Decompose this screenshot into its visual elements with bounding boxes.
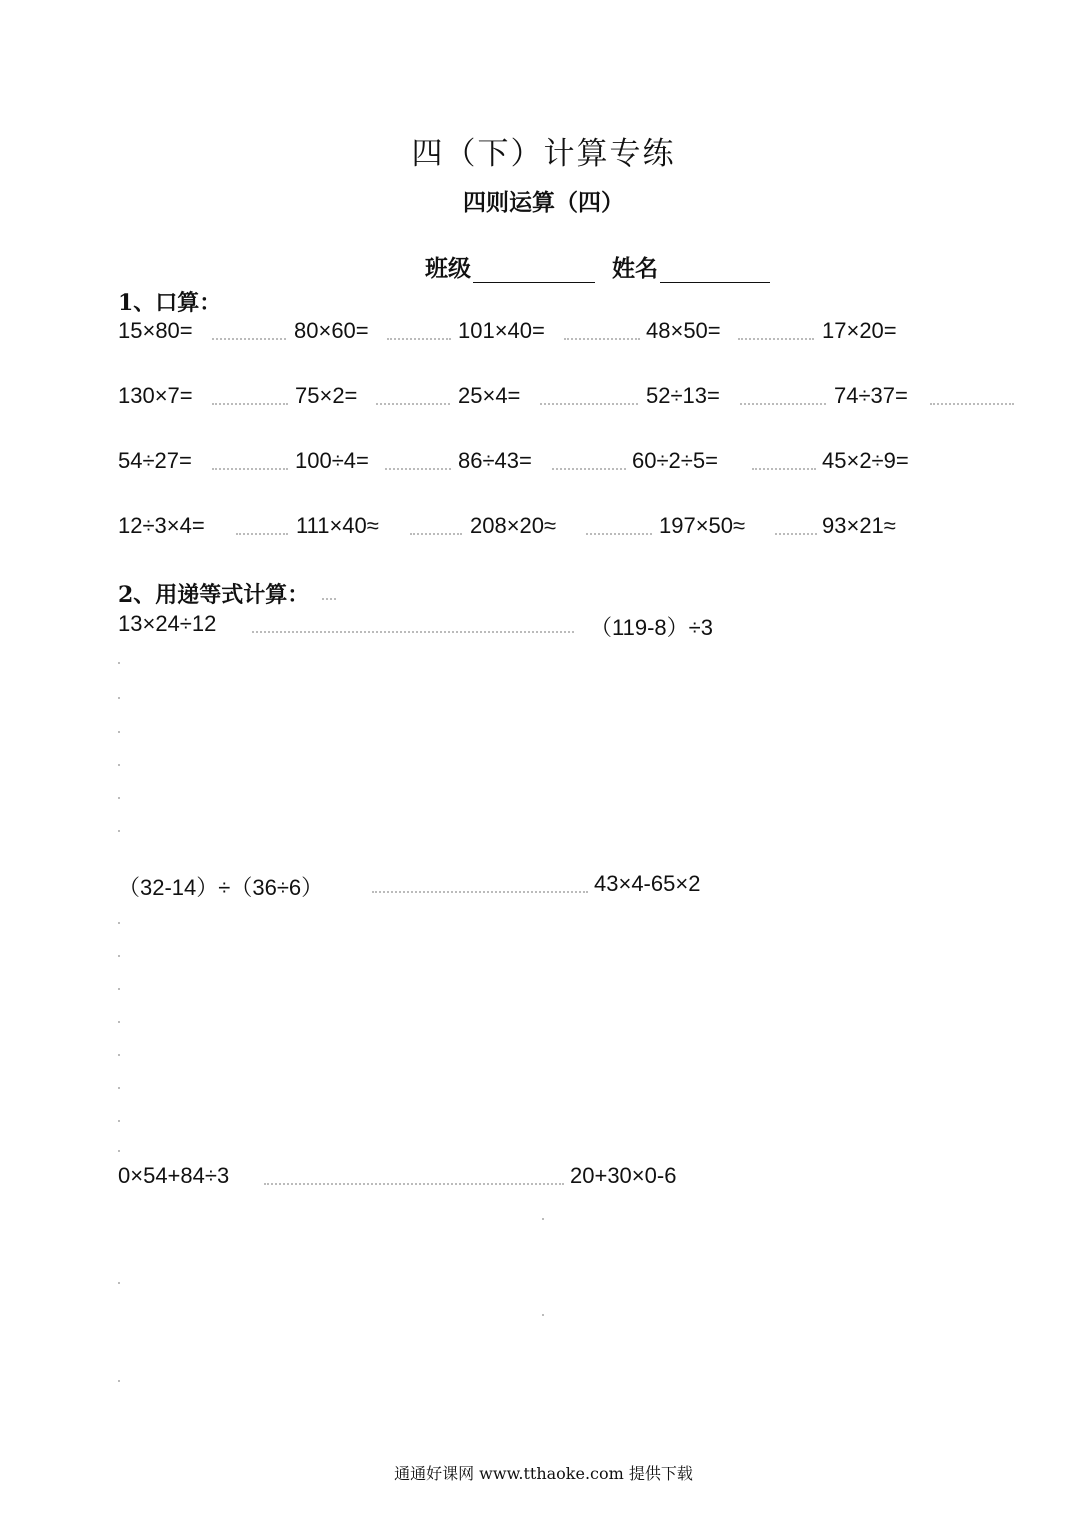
margin-dot: [118, 1380, 120, 1382]
margin-dot: [118, 1150, 120, 1152]
calc-problem: （119-8）÷3: [590, 615, 713, 640]
oral-item: 54÷27=: [118, 448, 192, 473]
margin-dot: [118, 955, 120, 957]
oral-item: 130×7=: [118, 383, 193, 408]
page-title: 四（下）计算专练: [411, 136, 676, 172]
margin-dot: [118, 764, 120, 766]
oral-item: 197×50≈: [659, 513, 746, 538]
class-blank: [473, 256, 595, 283]
footer-text: 通通好课网 www.tthaoke.com 提供下载: [394, 1464, 693, 1483]
oral-item: 45×2÷9=: [822, 448, 909, 473]
calc-problem: 20+30×0-6: [570, 1163, 677, 1188]
calc-problem: （32-14）÷（36÷6）: [118, 875, 324, 900]
leader-dots: [212, 338, 286, 340]
margin-dot: [118, 988, 120, 990]
margin-dot: [118, 731, 120, 733]
leader-dots: [752, 468, 816, 470]
leader-dots: [236, 533, 288, 535]
class-label: 班级: [425, 255, 471, 282]
oral-item: 74÷37=: [834, 383, 908, 408]
section1-heading: 1、口算：: [118, 290, 222, 316]
leader-dots: [385, 468, 451, 470]
leader-dots: [212, 468, 288, 470]
name-label: 姓名: [612, 255, 658, 282]
leader-dots: [376, 403, 450, 405]
calc-problem: 13×24÷12: [118, 611, 217, 636]
oral-item: 86÷43=: [458, 448, 532, 473]
oral-item: 111×40≈: [296, 513, 379, 538]
oral-item: 15×80=: [118, 318, 193, 343]
oral-item: 17×20=: [822, 318, 897, 343]
margin-dot: [118, 1282, 120, 1284]
leader-dots: [410, 533, 462, 535]
leader-dots: [322, 598, 336, 600]
leader-dots: [387, 338, 451, 340]
margin-dot: [118, 1120, 120, 1122]
margin-dot: [118, 697, 120, 699]
oral-item: 12÷3×4=: [118, 513, 205, 538]
leader-dots: [212, 403, 288, 405]
leader-dots: [775, 533, 817, 535]
oral-item: 101×40=: [458, 318, 545, 343]
page-subtitle: 四则运算（四）: [463, 189, 624, 216]
leader-dots: [930, 403, 1014, 405]
margin-dot: [118, 1021, 120, 1023]
leader-dots: [738, 338, 814, 340]
margin-dot: [118, 797, 120, 799]
leader-dots: [264, 1183, 564, 1185]
name-blank: [660, 256, 770, 283]
leader-dots: [372, 891, 588, 893]
name-field: [612, 250, 770, 283]
oral-item: 25×4=: [458, 383, 521, 408]
margin-dot: [542, 1218, 544, 1220]
margin-dot: [118, 922, 120, 924]
leader-dots: [252, 631, 574, 633]
margin-dot: [118, 662, 120, 664]
leader-dots: [552, 468, 626, 470]
class-field: [425, 250, 595, 283]
margin-dot: [118, 1054, 120, 1056]
calc-problem: 0×54+84÷3: [118, 1163, 230, 1188]
oral-item: 80×60=: [294, 318, 369, 343]
leader-dots: [740, 403, 826, 405]
oral-item: 208×20≈: [470, 513, 557, 538]
leader-dots: [540, 403, 638, 405]
margin-dot: [542, 1314, 544, 1316]
margin-dot: [118, 830, 120, 832]
oral-item: 60÷2÷5=: [632, 448, 718, 473]
section2-heading: 2、用递等式计算：: [118, 582, 310, 608]
oral-item: 93×21≈: [822, 513, 896, 538]
oral-item: 52÷13=: [646, 383, 720, 408]
calc-problem: 43×4-65×2: [594, 871, 701, 896]
oral-item: 48×50=: [646, 318, 721, 343]
margin-dot: [118, 1087, 120, 1089]
oral-item: 75×2=: [295, 383, 358, 408]
oral-item: 100÷4=: [295, 448, 369, 473]
leader-dots: [586, 533, 652, 535]
leader-dots: [564, 338, 640, 340]
